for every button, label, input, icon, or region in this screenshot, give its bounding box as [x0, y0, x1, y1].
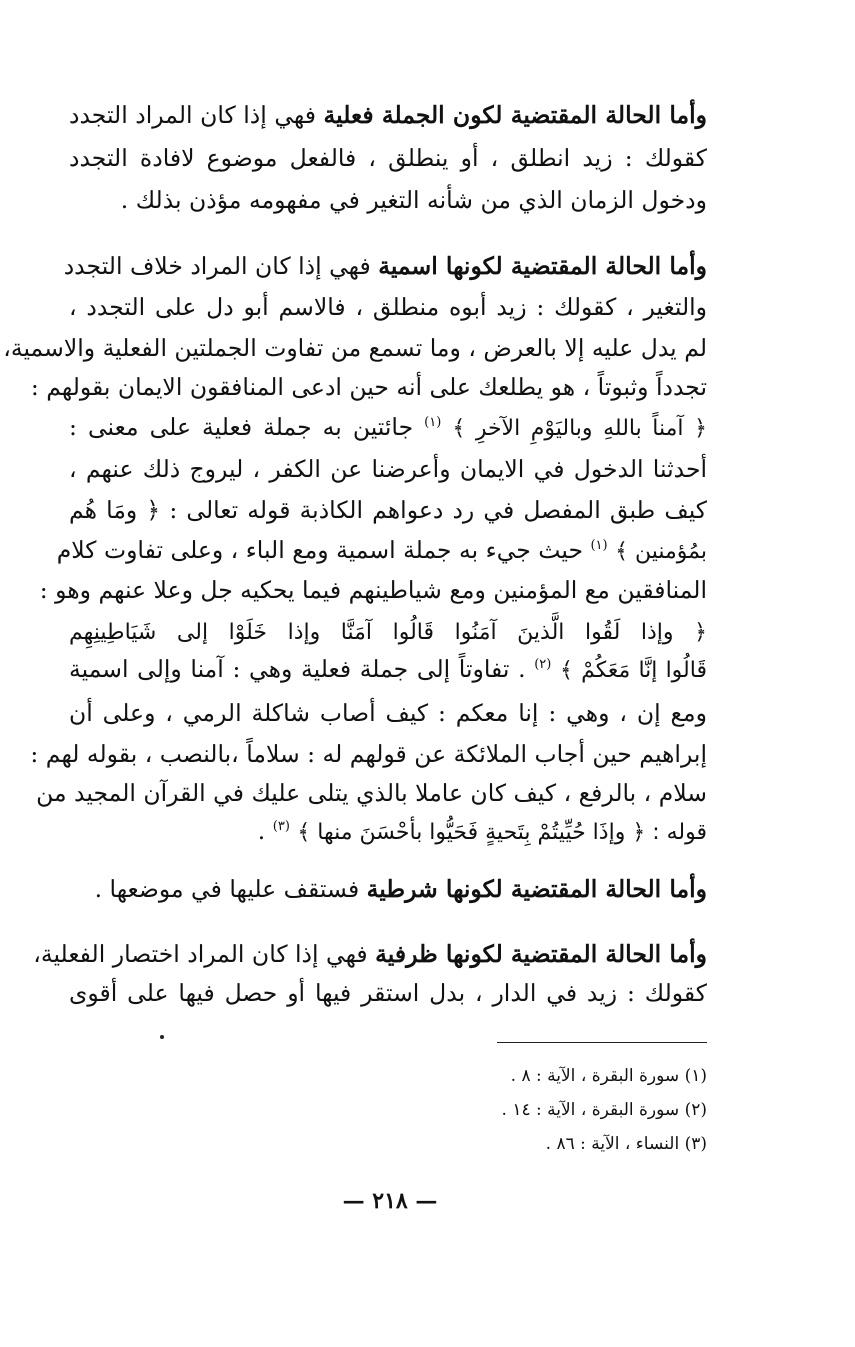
- paragraph-1-lead: وأما الحالة المقتضية لكون الجملة فعلية: [323, 101, 707, 129]
- footnote-separator: [497, 1042, 707, 1043]
- paragraph-1-line-2: كقولك : زيد انطلق ، أو ينطلق ، فالفعل موضوع لافادة التجدد: [69, 144, 707, 172]
- paragraph-2-line-1: [63, 249, 707, 283]
- quran-verse: قوله : ﴿ وإذَا حُيِّيتُمْ بِتَحيةٍ فَحَيُّوا بأحْسَنَ منها ﴾: [297, 820, 707, 845]
- paragraph-1-line-3: ودخول الزمان الذي من شأنه التغير في مفهومه مؤذن بذلك .: [120, 186, 707, 214]
- paragraph-2-line-8: [56, 533, 707, 569]
- paragraph-2-line-2: والتغير ، كقولك : زيد أبوه منطلق ، فالاسم أبو دل على التجدد ،: [69, 293, 707, 321]
- paragraph-2-line-1-rest: فهي إذا كان المراد خلاف التجدد: [63, 252, 371, 280]
- quran-verse: ﴿ وإذا لَقُوا الَّذينَ آمَنُوا قَالُوا آمَنَّا وإذا خَلَوْا إلى شَيَاطِينِهِم: [69, 620, 707, 645]
- paragraph-2-line-15-end: .: [257, 817, 266, 845]
- paragraph-4-line-1-rest: فهي إذا كان المراد اختصار الفعلية،: [33, 940, 368, 968]
- paragraph-2-line-9: المنافقين مع المؤمنين ومع شياطينهم فيما يحكيه جل وعلا عنهم وهو :: [39, 576, 707, 604]
- footnote-mark: (٢): [534, 657, 552, 673]
- paragraph-2-line-5-rest: جائتين به جملة فعلية على معنى :: [69, 413, 414, 441]
- paragraph-3-rest: فستقف عليها في موضعها .: [94, 875, 360, 903]
- footnote-2: (٢) سورة البقرة ، الآية : ١٤ .: [501, 1100, 707, 1120]
- paragraph-3-lead: وأما الحالة المقتضية لكونها شرطية: [366, 875, 707, 903]
- paragraph-2-line-11-rest: . تفاوتاً إلى جملة فعلية وهي : آمنا وإلى اسمية: [69, 655, 526, 683]
- paragraph-2-line-7: كيف طبق المفصل في رد دعواهم الكاذبة قوله تعالى : ﴿ ومَا هُم: [69, 496, 707, 524]
- paragraph-2-line-10: [69, 614, 707, 650]
- footnote-1: (١) سورة البقرة ، الآية : ٨ .: [510, 1066, 707, 1086]
- footnote-mark: (١): [590, 538, 608, 554]
- paragraph-1-line-1: [69, 98, 707, 132]
- footnote-3: (٣) النساء ، الآية : ٨٦ .: [545, 1134, 707, 1154]
- paragraph-2-line-15: [69, 814, 707, 850]
- paragraph-2-line-11: [69, 652, 707, 688]
- paragraph-2-line-4: تجدداً وثبوتاً ، هو يطلعك على أنه حين ادعى المنافقون الايمان بقولهم :: [30, 373, 707, 401]
- quran-verse: ﴿ آمناً باللهِ وباليَوْمِ الآخرِ ﴾: [452, 416, 707, 441]
- quran-verse: بمُؤمنين ﴾: [615, 539, 707, 564]
- footnote-mark: (٣): [272, 819, 290, 835]
- paragraph-4-line-2: كقولك : زيد في الدار ، بدل استقر فيها أو حصل فيها على أقوى: [69, 979, 707, 1007]
- page-number: — ٢١٨ —: [342, 1188, 438, 1214]
- paragraph-3-line-1: [69, 872, 707, 906]
- paragraph-1-line-1-rest: فهي إذا كان المراد التجدد: [69, 101, 316, 129]
- paragraph-4-line-1: [33, 937, 707, 971]
- paragraph-2-line-13: إبراهيم حين أجاب الملائكة عن قولهم له : سلاماً ،بالنصب ، بقوله لهم :: [30, 740, 707, 768]
- paragraph-2-line-6: أحدثنا الدخول في الايمان وأعرضنا عن الكفر ، ليروج ذلك عنهم ،: [69, 455, 707, 483]
- paragraph-2-line-8-rest: حيث جيء به جملة اسمية ومع الباء ، وعلى تفاوت كلام: [56, 536, 583, 564]
- paragraph-2-line-12: ومع إن ، وهي : إنا معكم : كيف أصاب شاكلة الرمي ، وعلى أن: [69, 699, 707, 727]
- paragraph-2-line-14: سلام ، بالرفع ، كيف كان عاملا بالذي يتلى عليك في القرآن المجيد من: [36, 779, 707, 807]
- footnote-mark: (١): [424, 415, 442, 431]
- stray-dot: [160, 1035, 164, 1039]
- paragraph-2-lead: وأما الحالة المقتضية لكونها اسمية: [378, 252, 707, 280]
- quran-verse: قَالُوا إنَّا مَعَكُمْ ﴾: [560, 658, 707, 683]
- paragraph-2-line-3: لم يدل عليه إلا بالعرض ، وما تسمع من تفاوت الجملتين الفعلية والاسمية،: [3, 334, 707, 362]
- paragraph-2-line-5: [69, 410, 707, 446]
- paragraph-4-lead: وأما الحالة المقتضية لكونها ظرفية: [375, 940, 707, 968]
